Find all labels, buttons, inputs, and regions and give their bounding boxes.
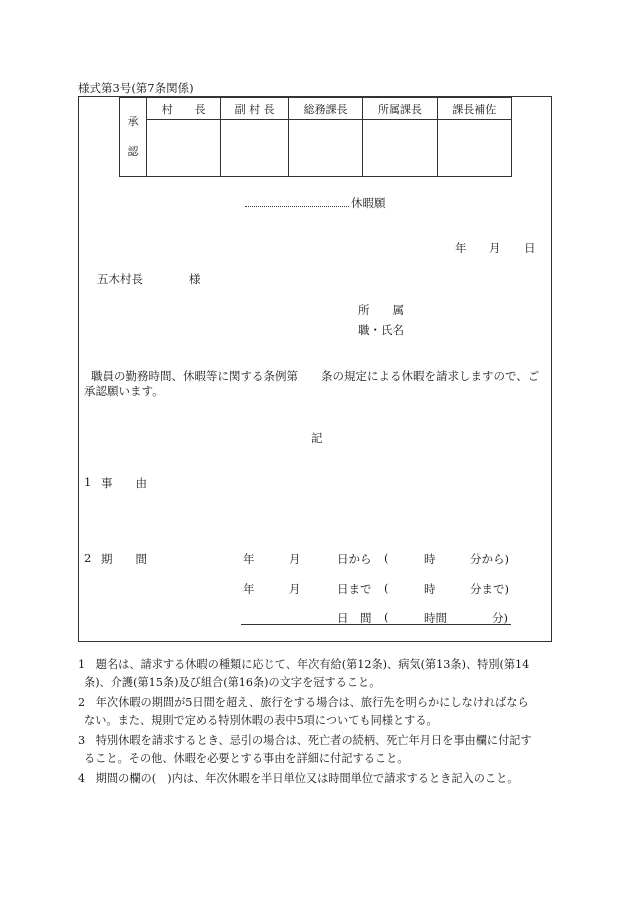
period-from-minute: 分から) xyxy=(470,552,509,566)
stamp-cell-department-chief[interactable] xyxy=(363,120,437,177)
period-from-month: 月 xyxy=(289,552,301,566)
stamp-cell-assistant-chief[interactable] xyxy=(437,120,511,177)
note-3-number: 3 xyxy=(78,734,86,747)
stamp-cell-mayor[interactable] xyxy=(147,120,221,177)
reason-label: 事 由 xyxy=(101,476,147,490)
approval-col-assistant-chief: 課長補佐 xyxy=(437,98,511,120)
approval-table xyxy=(119,97,512,177)
date-month: 月 xyxy=(489,241,501,255)
note-2-line-1: 年次休暇の期間が5日間を超え、旅行をする場合は、旅行先を明らかにしなければなら xyxy=(95,696,529,709)
period-total-days: 日 間 xyxy=(337,611,372,625)
approval-col-general-affairs-chief: 総務課長 xyxy=(289,98,363,120)
period-total-hours: 時間 xyxy=(424,611,447,625)
period-label: 期 間 xyxy=(101,552,147,566)
approval-header-char-1: 承 xyxy=(127,115,139,128)
period-total-paren: ( xyxy=(384,610,389,624)
note-1 xyxy=(78,656,548,692)
note-3 xyxy=(78,732,548,768)
period-to-minute: 分まで) xyxy=(470,582,509,596)
period-from-day: 日から xyxy=(337,552,372,566)
period-number: 2 xyxy=(84,551,92,565)
period-total-minutes: 分) xyxy=(492,611,508,625)
note-4-number: 4 xyxy=(78,772,86,785)
approval-col-mayor: 村 長 xyxy=(147,98,221,120)
note-3-line-2: ること。その他、休暇を必要とする事由を詳細に付記すること。 xyxy=(84,752,409,765)
approval-row-header xyxy=(120,98,147,177)
leave-type-blank[interactable] xyxy=(245,205,349,207)
document-title xyxy=(245,195,386,211)
note-2-number: 2 xyxy=(78,696,86,709)
ki-heading: 記 xyxy=(311,431,323,445)
stamp-cell-general-affairs-chief[interactable] xyxy=(289,120,363,177)
note-4-line-1: 期間の欄の( )内は、年次休暇を半日単位又は時間単位で請求するとき記入のこと。 xyxy=(95,772,519,785)
addressee-name: 五木村長 xyxy=(97,272,143,286)
note-2-line-2: ない。また、規則で定める特別休暇の表中5項についても同様とする。 xyxy=(84,714,438,727)
applicant-affiliation-label: 所 属 xyxy=(358,303,404,317)
approval-header-char-2: 認 xyxy=(127,145,139,158)
date-day: 日 xyxy=(524,241,536,255)
approval-col-department-chief: 所属課長 xyxy=(363,98,437,120)
period-total-underline xyxy=(241,624,511,625)
period-to-year: 年 xyxy=(243,582,255,596)
title-suffix: 休暇願 xyxy=(351,196,386,210)
body-text-line-2: 承認願います。 xyxy=(84,384,164,398)
addressee-honorific: 様 xyxy=(189,272,201,286)
approval-col-deputy-mayor: 副 村 長 xyxy=(221,98,289,120)
reason-number: 1 xyxy=(84,475,92,489)
period-from-paren: ( xyxy=(384,551,389,565)
form-number-label: 様式第3号(第7条関係) xyxy=(78,81,194,95)
note-2 xyxy=(78,694,548,730)
note-3-line-1: 特別休暇を請求するとき、忌引の場合は、死亡者の続柄、死亡年月日を事由欄に付記す xyxy=(95,734,532,747)
note-4 xyxy=(78,770,548,788)
body-text-line-1: 職員の勤務時間、休暇等に関する条例第 条の規定による休暇を請求しますので、ご xyxy=(91,369,540,383)
period-from-hour: 時 xyxy=(424,552,436,566)
period-to-day: 日まで xyxy=(337,582,372,596)
period-to-hour: 時 xyxy=(424,582,436,596)
date-year: 年 xyxy=(455,241,467,255)
note-1-line-1: 題名は、請求する休暇の種類に応じて、年次有給(第12条)、病気(第13条)、特別(第14 xyxy=(95,658,530,671)
period-from-year: 年 xyxy=(243,552,255,566)
applicant-name-label: 職・氏名 xyxy=(358,323,404,337)
period-to-paren: ( xyxy=(384,581,389,595)
period-to-month: 月 xyxy=(289,582,301,596)
note-1-line-2: 条)、介護(第15条)及び組合(第16条)の文字を冠すること。 xyxy=(84,676,381,689)
note-1-number: 1 xyxy=(78,658,86,671)
stamp-cell-deputy-mayor[interactable] xyxy=(221,120,289,177)
